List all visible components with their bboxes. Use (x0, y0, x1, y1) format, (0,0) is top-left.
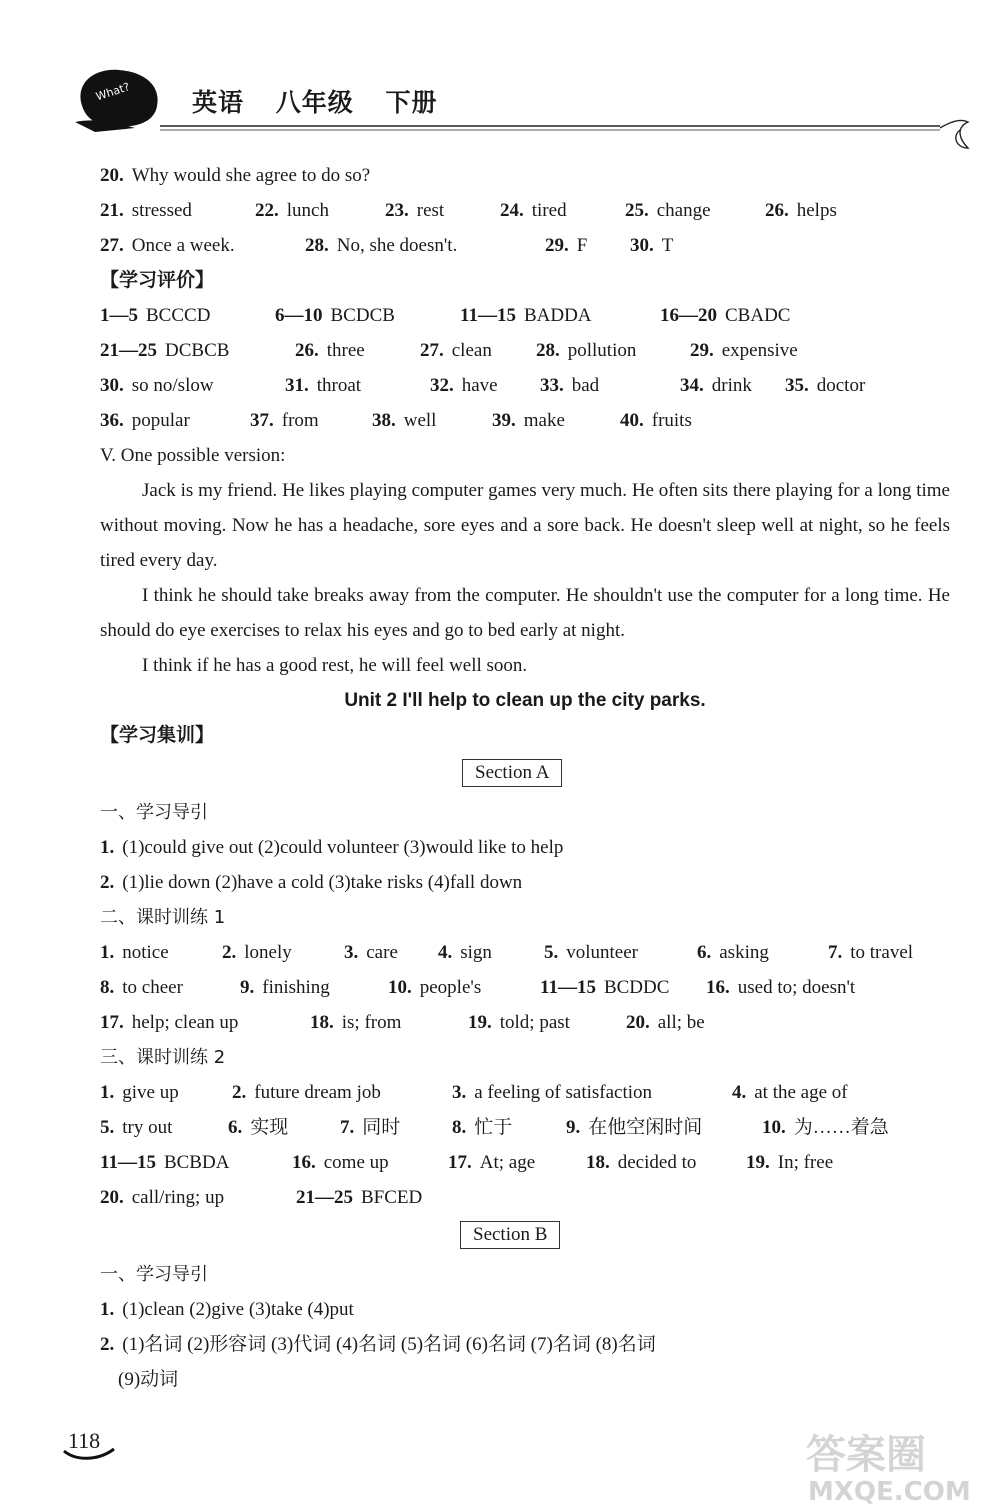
answer-content (100, 158, 950, 1397)
section-a-wrap (100, 753, 950, 795)
answer-item (100, 830, 563, 865)
item-num: 31. (285, 375, 309, 396)
answer-item (660, 298, 790, 333)
item-num: 40. (620, 410, 644, 431)
a-practice2-row (100, 1110, 950, 1145)
item-text: popular (131, 410, 190, 431)
item-text: care (366, 942, 398, 963)
item-num: 2. (100, 1334, 115, 1355)
answer-item (468, 1005, 570, 1040)
item-num: 17. (448, 1152, 472, 1173)
item-text: rest (416, 200, 445, 221)
item-text: drink (711, 375, 752, 396)
watermark-url: MXQE.COM (808, 1477, 971, 1505)
answer-item (222, 935, 292, 970)
answer-item (492, 403, 565, 438)
answer-item (500, 193, 567, 228)
item-num: 35. (785, 375, 809, 396)
item-text: is; from (341, 1012, 402, 1033)
item-num: 36. (100, 410, 124, 431)
item-text: fruits (651, 410, 692, 431)
item-num: 6. (697, 942, 712, 963)
answer-item (385, 193, 444, 228)
item-num: 27. (420, 340, 444, 361)
item-text: so no/slow (131, 375, 214, 396)
item-num: 20. (626, 1012, 650, 1033)
a-practice1-row (100, 1005, 950, 1040)
item-text: No, she doesn't. (336, 235, 458, 256)
essay-paragraph: I think if he has a good rest, he will feel well soon. (142, 655, 528, 676)
item-text: CBADC (725, 305, 791, 326)
answer-item (372, 403, 436, 438)
header-volume: 下册 (385, 88, 438, 117)
item-num: 21. (100, 200, 124, 221)
item-num: 27. (100, 235, 124, 256)
answer-item (828, 935, 913, 970)
what-logo-icon (75, 62, 163, 132)
item-text: people's (419, 977, 482, 998)
unit-heading: 【学习集训】 (100, 724, 215, 746)
item-num: 16. (292, 1152, 316, 1173)
essay-label-line (100, 438, 950, 473)
item-num: 3. (452, 1082, 467, 1103)
answer-item (296, 1180, 422, 1215)
b-guide-heading: 一、学习导引 (100, 1264, 208, 1285)
answer-item (430, 368, 498, 403)
answer-item (100, 1327, 656, 1362)
item-text: stressed (131, 200, 192, 221)
item-text: told; past (499, 1012, 570, 1033)
item-text: (1)could give out (2)could volunteer (3)would like to help (122, 837, 564, 858)
item-num: 5. (100, 1117, 115, 1138)
item-num: 16. (706, 977, 730, 998)
logo-text: What? (94, 80, 132, 104)
answer-item (310, 1005, 401, 1040)
item-text: 实现 (250, 1117, 289, 1138)
answer-item (706, 970, 855, 1005)
item-num: 26. (295, 340, 319, 361)
item-text: all; be (657, 1012, 705, 1033)
item-num: 39. (492, 410, 516, 431)
item-num: 29. (690, 340, 714, 361)
item-num: 8. (452, 1117, 467, 1138)
item-text: make (523, 410, 565, 431)
item-text: 同时 (362, 1117, 401, 1138)
answer-item (295, 333, 365, 368)
answer-item (100, 935, 169, 970)
item-text: helps (796, 200, 837, 221)
answer-item (626, 1005, 705, 1040)
item-text: bad (571, 375, 600, 396)
item-num: 22. (255, 200, 279, 221)
a-practice1-heading-line (100, 900, 950, 935)
item-num: 30. (630, 235, 654, 256)
item-text: DCBCB (165, 340, 230, 361)
answer-item (452, 1075, 652, 1110)
item-num: 1. (100, 837, 115, 858)
answer-item (100, 193, 192, 228)
section-b-label: Section B (460, 1221, 560, 1249)
item-text: doctor (816, 375, 866, 396)
item-num: 21—25 (100, 340, 157, 361)
answer-item (388, 970, 481, 1005)
answer-item (305, 228, 457, 263)
item-num: 1. (100, 1299, 115, 1320)
item-num: 11—15 (100, 1152, 156, 1173)
eval-heading: 【学习评价】 (100, 269, 215, 291)
essay-paragraph: Jack is my friend. He likes playing computer games very much. He often sits there playing for a long time without moving. Now he has a headache, sore eyes and a sore back. He doesn't sleep well at night, so he feels tired every day. (100, 480, 950, 571)
item-num: 11—15 (540, 977, 596, 998)
item-text: BFCED (361, 1187, 423, 1208)
item-text: come up (323, 1152, 389, 1173)
item-num: 37. (250, 410, 274, 431)
item-num: 28. (305, 235, 329, 256)
b-guide-heading-line (100, 1257, 950, 1292)
watermark-logo (800, 1420, 990, 1505)
item-num: 32. (430, 375, 454, 396)
a-practice2-heading-line (100, 1040, 950, 1075)
answer-item (536, 333, 636, 368)
answer-item (232, 1075, 381, 1110)
answer-line-21 (100, 193, 950, 228)
answer-item (100, 1292, 354, 1327)
item-text: lonely (244, 942, 292, 963)
eval-row (100, 368, 950, 403)
a-guide-row (100, 830, 950, 865)
item-num: 10. (762, 1117, 786, 1138)
answer-item (100, 403, 190, 438)
answer-item (625, 193, 711, 228)
item-num: 24. (500, 200, 524, 221)
item-num: 7. (828, 942, 843, 963)
item-num: 28. (536, 340, 560, 361)
item-text: BADDA (523, 305, 592, 326)
item-num: 30. (100, 375, 124, 396)
item-text: from (281, 410, 319, 431)
item-text: BCDDC (603, 977, 670, 998)
item-text: sign (460, 942, 492, 963)
item-num: 17. (100, 1012, 124, 1033)
item-num: 25. (625, 200, 649, 221)
answer-line-20 (100, 158, 950, 193)
answer-item (540, 970, 669, 1005)
a-guide-heading-line (100, 795, 950, 830)
answer-item (100, 970, 183, 1005)
item-num: 38. (372, 410, 396, 431)
header-subject: 英语 (192, 88, 245, 117)
page-number-swoosh-icon (62, 1447, 117, 1463)
item-num: 8. (100, 977, 115, 998)
item-text: volunteer (566, 942, 639, 963)
item-text: well (403, 410, 437, 431)
item-num: 2. (100, 872, 115, 893)
item-num: 1. (100, 942, 115, 963)
eval-row (100, 403, 950, 438)
item-text: 忙于 (474, 1117, 513, 1138)
answer-item (275, 298, 395, 333)
a-guide-row (100, 865, 950, 900)
item-text: clean (451, 340, 492, 361)
answer-item (228, 1110, 288, 1145)
item-text: 在他空闲时间 (588, 1117, 703, 1138)
item-text: try out (122, 1117, 173, 1138)
item-text: asking (719, 942, 769, 963)
answer-item (100, 298, 210, 333)
item-num: 1. (100, 1082, 115, 1103)
unit-heading-line (100, 718, 950, 753)
item-text: expensive (721, 340, 798, 361)
item-text: F (576, 235, 588, 256)
essay-label: V. One possible version: (100, 445, 286, 466)
item-num: 5. (544, 942, 559, 963)
section-b-wrap (100, 1215, 950, 1257)
item-num: 7. (340, 1117, 355, 1138)
item-text: help; clean up (131, 1012, 239, 1033)
item-num: 29. (545, 235, 569, 256)
item-num: 20. (100, 1187, 124, 1208)
answer-item (785, 368, 865, 403)
item-num: 19. (746, 1152, 770, 1173)
item-num: 9. (240, 977, 255, 998)
b-guide-tail-line (100, 1362, 950, 1397)
a-practice2-row (100, 1145, 950, 1180)
answer-item (100, 228, 235, 263)
a-practice1-row (100, 970, 950, 1005)
item-text: change (656, 200, 711, 221)
answer-item (292, 1145, 389, 1180)
answer-item (100, 1145, 229, 1180)
answer-item (680, 368, 752, 403)
answer-item (100, 865, 522, 900)
item-text: at the age of (754, 1082, 848, 1103)
answer-item (765, 193, 837, 228)
answer-item (452, 1110, 512, 1145)
item-text: tired (531, 200, 567, 221)
b-guide-tail: (9)动词 (118, 1369, 179, 1390)
item-num: 21—25 (296, 1187, 353, 1208)
answer-item (100, 1075, 179, 1110)
item-text: Once a week. (131, 235, 235, 256)
answer-item (690, 333, 798, 368)
item-text: throat (316, 375, 362, 396)
eval-row (100, 298, 950, 333)
answer-item (566, 1110, 702, 1145)
answer-item (100, 368, 214, 403)
item-text: notice (122, 942, 169, 963)
item-num: 6—10 (275, 305, 323, 326)
answer-item (438, 935, 492, 970)
watermark-text: 答案圈 (806, 1432, 926, 1478)
eval-heading-line (100, 263, 950, 298)
item-text: (1)lie down (2)have a cold (3)take risks (4)fall down (122, 872, 523, 893)
item-num: 3. (344, 942, 359, 963)
page-header (0, 0, 1000, 160)
a-practice1-row (100, 935, 950, 970)
page-number: 118 (68, 1428, 101, 1453)
answer-item (250, 403, 319, 438)
b-guide-row (100, 1292, 950, 1327)
item-num: 10. (388, 977, 412, 998)
item-num: 4. (732, 1082, 747, 1103)
item-text: a feeling of satisfaction (474, 1082, 653, 1103)
answer-item (544, 935, 638, 970)
item-num: 4. (438, 942, 453, 963)
item-text: (1)clean (2)give (3)take (4)put (122, 1299, 354, 1320)
item-num: 1—5 (100, 305, 138, 326)
item-text: T (661, 235, 674, 256)
item-text: Why would she agree to do so? (131, 165, 371, 186)
header-rule (160, 118, 975, 158)
item-text: to travel (850, 942, 914, 963)
header-title (192, 83, 459, 119)
item-text: 为……着急 (793, 1117, 889, 1138)
item-text: three (326, 340, 365, 361)
answer-item (340, 1110, 400, 1145)
item-text: BCDCB (330, 305, 395, 326)
answer-item (545, 228, 587, 263)
item-text: At; age (479, 1152, 536, 1173)
answer-item (448, 1145, 535, 1180)
item-text: BCBDA (163, 1152, 230, 1173)
answer-item (100, 1180, 224, 1215)
item-text: BCCCD (146, 305, 211, 326)
b-guide-row (100, 1327, 950, 1362)
answer-item (697, 935, 769, 970)
item-text: have (461, 375, 498, 396)
answer-line-27 (100, 228, 950, 263)
a-practice1-heading: 二、课时训练 1 (100, 907, 226, 928)
answer-item (460, 298, 592, 333)
item-num: 23. (385, 200, 409, 221)
answer-item (100, 333, 229, 368)
item-text: call/ring; up (131, 1187, 225, 1208)
answer-item (762, 1110, 889, 1145)
answer-item (255, 193, 329, 228)
item-text: to cheer (122, 977, 183, 998)
item-text: decided to (617, 1152, 697, 1173)
a-practice2-row (100, 1180, 950, 1215)
item-text: lunch (286, 200, 329, 221)
item-text: give up (122, 1082, 179, 1103)
answer-item (746, 1145, 833, 1180)
item-text: finishing (262, 977, 330, 998)
item-num: 2. (232, 1082, 247, 1103)
item-num: 19. (468, 1012, 492, 1033)
item-text: used to; doesn't (737, 977, 856, 998)
answer-item (630, 228, 673, 263)
item-text: (1)名词 (2)形容词 (3)代词 (4)名词 (5)名词 (6)名词 (7)名词 (8)名词 (122, 1334, 656, 1355)
essay-paragraph: I think he should take breaks away from the computer. He shouldn't use the computer for a long time. He should do eye exercises to relax his eyes and go to bed early at night. (100, 585, 950, 641)
item-text: future dream job (254, 1082, 381, 1103)
answer-item (620, 403, 692, 438)
a-practice2-row (100, 1075, 950, 1110)
item-num: 6. (228, 1117, 243, 1138)
item-num: 34. (680, 375, 704, 396)
answer-item (100, 1110, 172, 1145)
item-num: 9. (566, 1117, 581, 1138)
item-num: 20. (100, 165, 124, 186)
answer-item (344, 935, 398, 970)
answer-item (586, 1145, 696, 1180)
answer-item (540, 368, 599, 403)
section-a-label: Section A (462, 759, 562, 787)
answer-item (240, 970, 330, 1005)
header-grade: 八年级 (275, 88, 354, 117)
answer-item (100, 1005, 238, 1040)
item-text: In; free (777, 1152, 834, 1173)
answer-item (285, 368, 361, 403)
a-guide-heading: 一、学习导引 (100, 802, 208, 823)
answer-item (420, 333, 492, 368)
item-num: 18. (586, 1152, 610, 1173)
eval-row (100, 333, 950, 368)
answer-item (732, 1075, 848, 1110)
item-text: pollution (567, 340, 637, 361)
item-num: 33. (540, 375, 564, 396)
item-num: 11—15 (460, 305, 516, 326)
item-num: 16—20 (660, 305, 717, 326)
item-num: 18. (310, 1012, 334, 1033)
unit-title: Unit 2 I'll help to clean up the city parks. (344, 690, 706, 711)
item-num: 26. (765, 200, 789, 221)
item-num: 2. (222, 942, 237, 963)
a-practice2-heading: 三、课时训练 2 (100, 1047, 226, 1068)
